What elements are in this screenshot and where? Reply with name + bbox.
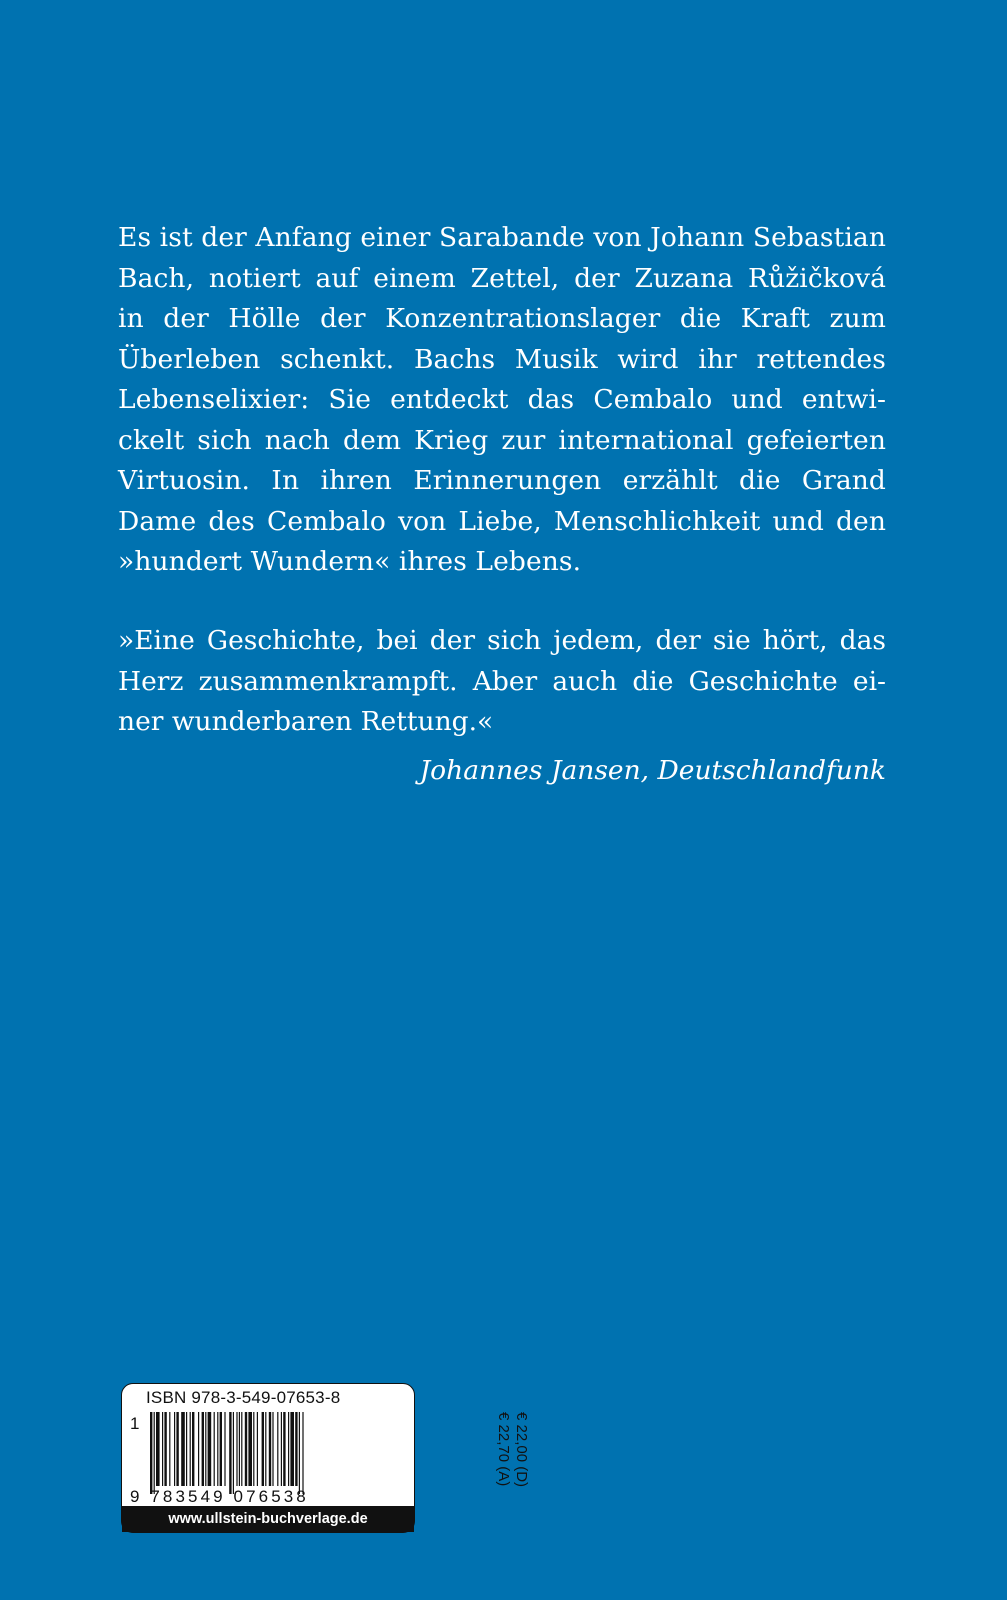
barcode-bar (272, 1412, 273, 1486)
barcode-bar (295, 1412, 297, 1486)
barcode-bar (290, 1412, 294, 1486)
barcode-bar (176, 1412, 178, 1486)
barcode-bar (192, 1412, 194, 1486)
barcode-bar (150, 1412, 152, 1494)
quote-attribution: Johannes Jansen, Deutschlandfunk (419, 755, 886, 786)
barcode-bar (190, 1412, 191, 1486)
barcode-bar (214, 1412, 215, 1486)
barcode-bar (198, 1412, 199, 1486)
barcode-bar (265, 1412, 266, 1486)
barcode-bar (169, 1412, 170, 1486)
barcode-bar (277, 1412, 278, 1486)
barcode-bar (224, 1412, 225, 1486)
barcode-bar (181, 1412, 185, 1486)
barcode-bar (229, 1412, 231, 1494)
blurb-line: Virtuosin. In ihren Erinnerungen erzählt die Grand (118, 465, 886, 496)
barcode-bar (239, 1412, 240, 1486)
barcode-lead-digit: 1 (130, 1414, 140, 1433)
blurb-line: Bach, notiert auf einem Zettel, der Zuzana Růžičková (118, 262, 886, 294)
barcode-bar (186, 1412, 187, 1486)
barcode-bar (283, 1412, 285, 1486)
barcode-bar (253, 1412, 254, 1486)
publisher-website: www.ullstein-buchverlage.de (122, 1506, 414, 1532)
blurb-line: ckelt sich nach dem Krieg zur international gefeierten (118, 424, 886, 456)
barcode-bar (154, 1412, 155, 1494)
isbn-label: ISBN 978-3-549-07653-8 (146, 1388, 341, 1407)
barcode-digits: 9 783549 076538 (130, 1487, 309, 1506)
blurb-line: Lebenselixier: Sie entdeckt das Cembalo und entwi- (118, 384, 886, 415)
barcode-bar (202, 1412, 204, 1486)
barcode-bar (208, 1412, 212, 1486)
barcode-bar (156, 1412, 160, 1486)
barcode-bar (220, 1412, 222, 1486)
barcode-bar (205, 1412, 206, 1486)
barcode-bar (281, 1412, 282, 1486)
blurb-line: Es ist der Anfang einer Sarabande von Johann Sebastian (118, 222, 886, 253)
barcode-bar (241, 1412, 242, 1486)
barcode-bar (299, 1412, 300, 1494)
blurb-line: Überleben schenkt. Bachs Musik wird ihr rettendes (118, 343, 886, 375)
barcode-label (121, 1383, 530, 1533)
barcode-bar (236, 1412, 237, 1486)
blurb-line: Dame des Cembalo von Liebe, Menschlichkeit und den (118, 505, 886, 537)
review-quote (118, 621, 886, 743)
barcode-bar (217, 1412, 218, 1486)
barcode-bar (248, 1412, 252, 1486)
barcode-bar (262, 1412, 264, 1486)
barcode-bar (269, 1412, 271, 1486)
blurb-line: »hundert Wundern« ihres Lebens. (118, 546, 582, 577)
price-germany: € 22,00 (D) (513, 1412, 530, 1488)
price-column (478, 1412, 532, 1504)
blurb-line: in der Hölle der Konzentrationslager die Kraft zum (118, 303, 886, 334)
barcode-bar (233, 1412, 234, 1494)
barcode-bar (288, 1412, 289, 1486)
barcode-bar (164, 1412, 166, 1486)
barcode-bar (245, 1412, 247, 1486)
price-austria: € 22,70 (A) (495, 1412, 512, 1487)
quote-line: ner wunderbaren Rettung.« (118, 706, 494, 737)
quote-line: »Eine Geschichte, bei der sich jedem, der sie hört, das (118, 625, 886, 656)
barcode-bar (162, 1412, 163, 1486)
blurb-paragraph (118, 218, 886, 583)
barcode-bar (302, 1412, 303, 1494)
barcode-bar (257, 1412, 258, 1486)
barcode-bar (174, 1412, 175, 1486)
quote-line: Herz zusammenkrampft. Aber auch die Geschichte ei- (118, 665, 886, 697)
